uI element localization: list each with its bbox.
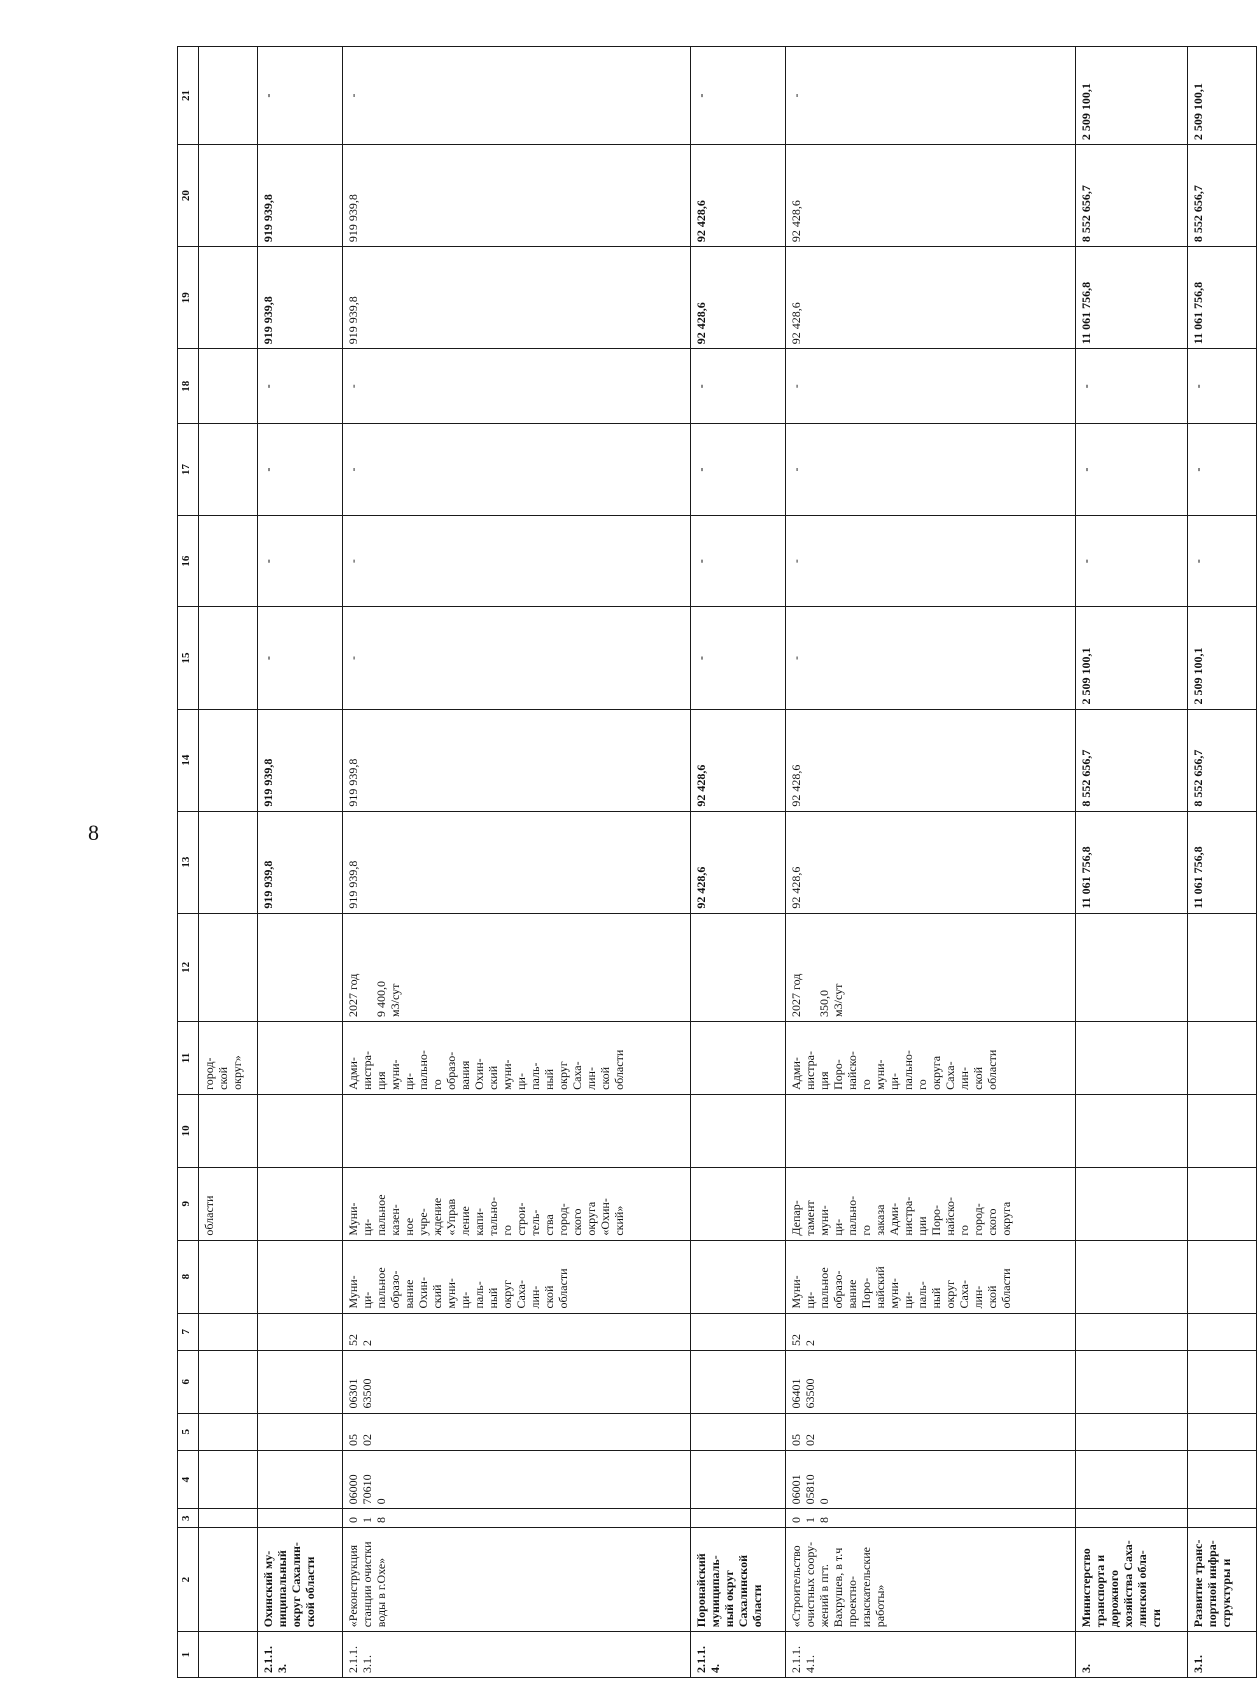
cell-owner [1187,1240,1256,1313]
column-number-row [178,47,199,1678]
cell-csr [199,1451,257,1509]
col-header: 3 [178,1509,199,1528]
cell-col10 [343,1094,690,1167]
col-header: 11 [178,1021,199,1094]
cell-col11: город- ской округ» [199,1021,257,1094]
cell-col19: 92 428,6 [785,247,1075,349]
cell-oktmo [257,1351,343,1413]
cell-name [199,1528,257,1632]
cell-capacity [257,913,343,1021]
col-header: 10 [178,1094,199,1167]
col-header: 8 [178,1240,199,1313]
cell-oktmo [199,1351,257,1413]
cell-col11: Адми- нистра- ция Поро- найско- го муни- ци- пально- го округа Саха- лин- ской области [785,1021,1075,1094]
cell-col18: - [257,349,343,424]
cell-csr [690,1451,785,1509]
cell-owner [1076,1240,1188,1313]
cell-capacity [199,913,257,1021]
col-header: 6 [178,1351,199,1413]
cell-gr: 0 1 8 [785,1509,1075,1528]
cell-col11: Адми- нистра- ция муни- ци- пально- го образо- вания Охин- ский муни- ци- паль- ный округ Саха- лин- ской области [343,1021,690,1094]
cell-col17 [199,424,257,516]
cell-col16 [199,515,257,607]
col-header: 20 [178,145,199,247]
cell-col14: 92 428,6 [785,709,1075,811]
cell-vr [257,1313,343,1350]
cell-col10 [785,1094,1075,1167]
col-header: 13 [178,811,199,913]
cell-col17: - [257,424,343,516]
cell-col17: - [690,424,785,516]
cell-col20: 919 939,8 [343,145,690,247]
cell-col21: 2 509 100,1 [1076,47,1188,145]
cell-col14 [199,709,257,811]
page-number: 8 [88,820,99,845]
cell-col14: 919 939,8 [257,709,343,811]
cell-rzpr [1076,1413,1188,1450]
table-row [785,47,1075,1678]
col-header: 4 [178,1451,199,1509]
cell-col20 [199,145,257,247]
cell-name: Поронайский муниципаль- ный округ Сахалинской области [690,1528,785,1632]
cell-num: 2.1.1. 4.1. [785,1632,1075,1678]
cell-col19: 11 061 756,8 [1076,247,1188,349]
cell-name: Развитие транс- портной инфра- структуры и [1187,1528,1256,1632]
cell-vr [1076,1313,1188,1350]
cell-col10 [1076,1094,1188,1167]
cell-col18: - [785,349,1075,424]
cell-col16: - [1187,515,1256,607]
cell-num [199,1632,257,1678]
cell-col10 [690,1094,785,1167]
cell-gr [257,1509,343,1528]
cell-col21: 2 509 100,1 [1187,47,1256,145]
cell-col15: 2 509 100,1 [1187,607,1256,709]
cell-rzpr: 05 02 [343,1413,690,1450]
cell-col15: - [785,607,1075,709]
cell-owner: Муни- ци- пальное образо- вание Поро- найский муни- ци- паль- ный округ Саха- лин- ской области [785,1240,1075,1313]
cell-owner [690,1240,785,1313]
cell-col14: 8 552 656,7 [1076,709,1188,811]
cell-col20: 92 428,6 [690,145,785,247]
cell-col18: - [690,349,785,424]
col-header: 1 [178,1632,199,1678]
cell-capacity: 2027 год 350,0 м3/сут [785,913,1075,1021]
cell-col15: - [343,607,690,709]
table-row [1187,47,1256,1678]
col-header: 14 [178,709,199,811]
cell-col20: 919 939,8 [257,145,343,247]
cell-csr: 06001 05810 0 [785,1451,1075,1509]
cell-gr [690,1509,785,1528]
table-row [343,47,690,1678]
cell-col17: - [343,424,690,516]
cell-col21: - [257,47,343,145]
cell-csr [1187,1451,1256,1509]
cell-num: 3. [1076,1632,1188,1678]
cell-col14: 8 552 656,7 [1187,709,1256,811]
cell-oktmo [1076,1351,1188,1413]
cell-oktmo [1187,1351,1256,1413]
cell-col21: - [690,47,785,145]
cell-col15: - [257,607,343,709]
col-header: 15 [178,607,199,709]
cell-col18: - [1187,349,1256,424]
cell-customer: области [199,1167,257,1240]
cell-col19: 92 428,6 [690,247,785,349]
cell-csr [1076,1451,1188,1509]
cell-col15 [199,607,257,709]
cell-oktmo [690,1351,785,1413]
cell-col18: - [343,349,690,424]
col-header: 5 [178,1413,199,1450]
cell-rzpr: 05 02 [785,1413,1075,1450]
cell-col13: 11 061 756,8 [1187,811,1256,913]
cell-name: Охинский му- ниципальный округ Сахалин- ской области [257,1528,343,1632]
cell-col16: - [690,515,785,607]
cell-col15: - [690,607,785,709]
cell-vr [690,1313,785,1350]
col-header: 12 [178,913,199,1021]
cell-col10 [1187,1094,1256,1167]
cell-vr [199,1313,257,1350]
cell-customer [257,1167,343,1240]
col-header: 18 [178,349,199,424]
cell-vr [1187,1313,1256,1350]
cell-col14: 92 428,6 [690,709,785,811]
cell-rzpr [690,1413,785,1450]
cell-owner [199,1240,257,1313]
table-row [1076,47,1188,1678]
cell-oktmo: 06301 63500 [343,1351,690,1413]
cell-num: 2.1.1. 3. [257,1632,343,1678]
cell-col13: 919 939,8 [343,811,690,913]
cell-name: «Реконструкция станции очистки воды в г.Охе» [343,1528,690,1632]
cell-col17: - [1187,424,1256,516]
cell-col16: - [785,515,1075,607]
cell-col11 [690,1021,785,1094]
cell-gr [199,1509,257,1528]
cell-col19: 919 939,8 [257,247,343,349]
cell-num: 2.1.1. 4. [690,1632,785,1678]
cell-col13: 92 428,6 [690,811,785,913]
col-header: 19 [178,247,199,349]
cell-owner [257,1240,343,1313]
cell-col10 [199,1094,257,1167]
cell-vr: 52 2 [785,1313,1075,1350]
cell-col21: - [343,47,690,145]
col-header: 2 [178,1528,199,1632]
rotated-table-wrapper [177,46,1257,1678]
cell-gr [1076,1509,1188,1528]
col-header: 9 [178,1167,199,1240]
cell-name: Министерство транспорта и дорожного хозяйства Саха- линской обла- сти [1076,1528,1188,1632]
cell-col19: 919 939,8 [343,247,690,349]
cell-col19 [199,247,257,349]
cell-col14: 919 939,8 [343,709,690,811]
cell-customer [690,1167,785,1240]
cell-capacity: 2027 год 9 400,0 м3/сут [343,913,690,1021]
cell-col18: - [1076,349,1188,424]
table-row [257,47,343,1678]
cell-rzpr [1187,1413,1256,1450]
table-row [199,47,257,1678]
cell-col11 [1076,1021,1188,1094]
cell-col18 [199,349,257,424]
cell-rzpr [257,1413,343,1450]
cell-col13 [199,811,257,913]
cell-owner: Муни- ци- пальное образо- вание Охин- ский муни- ци- паль- ный округ Саха- лин- ской области [343,1240,690,1313]
cell-col11 [1187,1021,1256,1094]
cell-col21 [199,47,257,145]
cell-customer [1187,1167,1256,1240]
cell-name: «Строительство очистных соору- жений в пгт. Вахрушев, в т.ч проектно- изыскательские работы» [785,1528,1075,1632]
cell-capacity [1076,913,1188,1021]
cell-capacity [690,913,785,1021]
col-header: 17 [178,424,199,516]
cell-gr: 0 1 8 [343,1509,690,1528]
cell-rzpr [199,1413,257,1450]
cell-col16: - [1076,515,1188,607]
cell-col13: 11 061 756,8 [1076,811,1188,913]
cell-col19: 11 061 756,8 [1187,247,1256,349]
cell-col17: - [785,424,1075,516]
cell-col20: 92 428,6 [785,145,1075,247]
cell-csr [257,1451,343,1509]
cell-vr: 52 2 [343,1313,690,1350]
cell-csr: 06000 70610 0 [343,1451,690,1509]
cell-col17: - [1076,424,1188,516]
cell-customer [1076,1167,1188,1240]
cell-col13: 92 428,6 [785,811,1075,913]
cell-col10 [257,1094,343,1167]
cell-customer: Депар- тамент муни- ци- пально- го заказа Адми- нистра- ции Поро- найско- го город- ского округа [785,1167,1075,1240]
cell-col20: 8 552 656,7 [1076,145,1188,247]
table-row [690,47,785,1678]
cell-col16: - [343,515,690,607]
cell-col11 [257,1021,343,1094]
cell-num: 3.1. [1187,1632,1256,1678]
col-header: 21 [178,47,199,145]
cell-oktmo: 06401 63500 [785,1351,1075,1413]
col-header: 16 [178,515,199,607]
budget-table [177,46,1257,1678]
cell-customer: Муни- ци- пальное казен- ное учре- ждение «Управ ление капи- тально- го строи- тель- ства город- ского округа «Охин- ский» [343,1167,690,1240]
col-header: 7 [178,1313,199,1350]
cell-col15: 2 509 100,1 [1076,607,1188,709]
cell-col21: - [785,47,1075,145]
cell-num: 2.1.1. 3.1. [343,1632,690,1678]
cell-col13: 919 939,8 [257,811,343,913]
cell-capacity [1187,913,1256,1021]
cell-gr [1187,1509,1256,1528]
cell-col20: 8 552 656,7 [1187,145,1256,247]
cell-col16: - [257,515,343,607]
